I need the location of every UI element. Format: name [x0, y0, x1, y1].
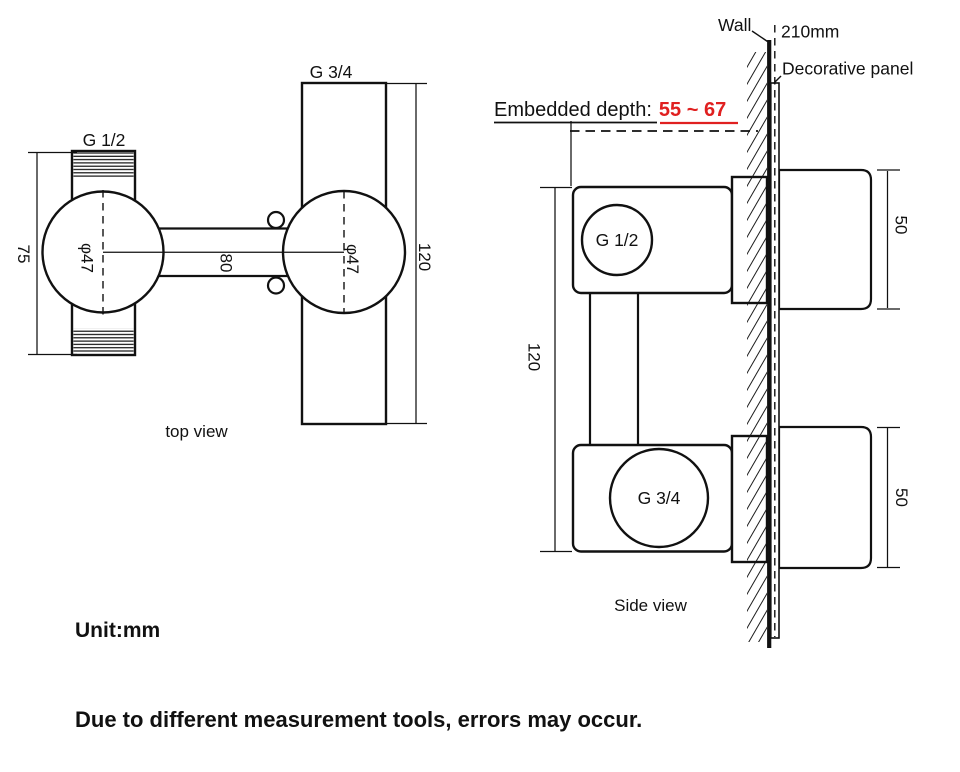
wall-leader — [752, 31, 768, 42]
dim-text-50-top: 50 — [891, 215, 911, 235]
dim-text-50-bottom: 50 — [892, 488, 911, 507]
screw-hole-top — [268, 212, 284, 228]
top-view-caption: top view — [165, 422, 228, 441]
side-view-caption: Side view — [614, 596, 687, 615]
panel-length-label: 210mm — [781, 21, 840, 42]
wall-label: Wall — [718, 15, 752, 35]
screw-hole-bottom — [268, 278, 284, 294]
label-g12: G 1/2 — [82, 130, 126, 150]
top-view — [14, 62, 434, 441]
embedded-depth-label — [494, 99, 726, 121]
embedded-depth-value: 55 ~ 67 — [658, 99, 727, 121]
panel-label: Decorative panel — [782, 58, 914, 79]
footer-notes — [75, 619, 642, 732]
unit-note: Unit:mm — [75, 619, 161, 642]
knob-bottom — [779, 427, 871, 568]
thread-hatch-top — [73, 153, 133, 178]
decorative-panel — [771, 83, 779, 638]
dim-text-120: 120 — [415, 242, 434, 272]
disclaimer-note: Due to different measurement tools, errors may occur. — [75, 707, 643, 732]
label-g34: G 3/4 — [309, 62, 353, 82]
side-view — [494, 15, 913, 648]
dim-text-dia-left: φ47 — [77, 243, 97, 273]
dim-text-80: 80 — [216, 253, 236, 273]
knob-top — [779, 170, 871, 309]
dim-text-120-side: 120 — [524, 342, 544, 372]
port-label-g12: G 1/2 — [595, 230, 639, 250]
wall-hatch — [747, 52, 767, 642]
dim-text-75: 75 — [14, 244, 33, 264]
embedded-depth-prefix: Embedded depth: — [494, 99, 652, 121]
port-label-g34: G 3/4 — [637, 488, 681, 508]
thread-hatch-bottom — [73, 329, 133, 354]
dim-text-dia-right: φ47 — [343, 244, 362, 274]
